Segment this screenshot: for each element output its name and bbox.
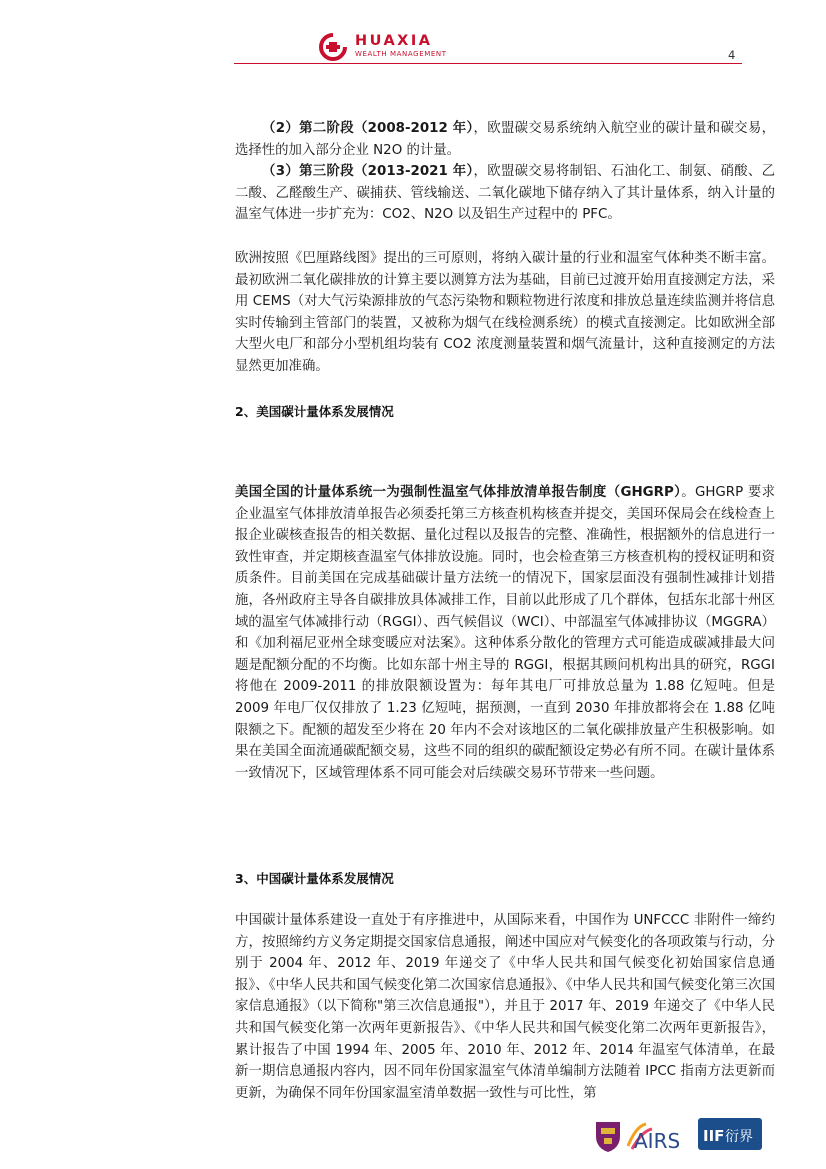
phase-2-text: ，欧盟碳交易系统纳入航空业的碳计量和碳交易，选择性的加入部分企业 N2O 的计量。 bbox=[235, 121, 776, 158]
cuhk-crest-icon bbox=[596, 1122, 620, 1152]
phase-3-text: ，欧盟碳交易将制铝、石油化工、制氨、硝酸、乙二酸、乙醛酸生产、碳捕获、管线输送、二氧化碳地下储存纳入了其计量体系，纳入计量的温室气体进一步扩充为：CO2、N2O 以及铝生产过程中的 PFC。 bbox=[235, 164, 776, 223]
paragraph-china: 中国碳计量体系建设一直处于有序推进中，从国际来看，中国作为 UNFCCC 非附件一缔约方，按照缔约方义务定期提交国家信息通报，阐述中国应对气候变化的各项政策与行动，分别于 2004 年、2012 年、2019 年递交了《中华人民共和国气候变化初始国家信息通报》、《中华人民共和国气候变化第二次国家信息通报》、《中华人民共和国气候变化第三次国家信息通报》（以下简称"第三次信息通报"），并且于 2017 年、2019 年递交了《中华人民共和国气候变化第一次两年更新报告》、《中华人民共和国气候变化第二次两年更新报告》，累计报告了中国 1994 年、2005 年、2010 年、2012 年、2014 年温室气体清单，在最新一期信息通报内容内，因不同年份国家温室气体清单编制方法随着 IPCC 指南方法更新而更新，为确保不同年份国家温室清单数据一致性与可比性，第 bbox=[235, 913, 775, 1101]
brand-subtitle: WEALTH MANAGEMENT bbox=[355, 50, 447, 58]
ghgrp-text: 。GHGRP 要求企业温室气体排放清单报告必须委托第三方核查机构核查并提交，美国环保局会在线检查上报企业碳核查报告的相关数据、量化过程以及报告的完整、准确性，根据额外的信息进行一致性审查，并定期核查温室气体排放设施。同时，也会检查第三方核查机构的授权证明和资质条件。目前美国在完成基础碳计量方法统一的情况下，国家层面没有强制性减排计划措施，各州政府主导各自碳排放具体减排工作，目前以此形成了几个群体，包括东北部十州区域的温室气体减排行动（RGGI）、西气候倡议（WCI）、中部温室气体减排协议（MGGRA）和《加利福尼亚州全球变暖应对法案》。这种体系分散化的管理方式可能造成碳减排最大问题是配额分配的不均衡。比如东部十州主导的 RGGI，根据其顾问机构出具的研究，RGGI 将他在 2009-2011 的排放限额设置为：每年其电厂可排放总量为 1.88 亿短吨。但是 2009 年电厂仅仅排放了 1.23 亿短吨，据预测，一直到 2030 年排放都将会在 1.88 亿吨限额之下。配额的超发至少将在 20 年内不会对该地区的二氧化碳排放量产生积极影响。如果在美国全面流通碳配额交易，这些不同的组织的碳配额设定势必有所不同。在碳计量体系一致情况下，区域管理体系不同可能会对后续碳交易环节带来一些问题。 bbox=[235, 485, 775, 781]
paragraph-phase-2 bbox=[235, 118, 775, 161]
page-number: 4 bbox=[728, 48, 736, 62]
phase-3-label: （3）第三阶段（2013-2021 年） bbox=[262, 164, 474, 179]
airs-logo-text: AIRS bbox=[634, 1129, 681, 1153]
partner-logos-icon bbox=[592, 1116, 772, 1156]
paragraph-us-ghgrp bbox=[235, 482, 775, 784]
paragraph-europe-method: 欧洲按照《巴厘路线图》提出的三可原则，将纳入碳计量的行业和温室气体种类不断丰富。最初欧洲二氧化碳排放的计算主要以测算方法为基础，目前已过渡开始用直接测定方法，采用 CEMS（对大气污染源排放的气态污染物和颗粒物进行浓度和排放总量连续监测并将信息实时传输到主管部门的装置，又被称为烟气在线检测系统）的模式直接测定。比如欧洲全部大型火电厂和部分小型机组均装有 CO2 浓度测量装置和烟气流量计，这种直接测定的方法显然更加准确。 bbox=[235, 251, 775, 374]
iif-logo-cn: 衍界 bbox=[725, 1129, 753, 1145]
paragraph-phase-3 bbox=[235, 161, 775, 226]
huaxia-logo bbox=[318, 30, 468, 62]
iif-logo-text: IIF bbox=[703, 1127, 725, 1145]
footer-logos bbox=[592, 1116, 772, 1156]
brand-name: HUAXIA bbox=[355, 33, 433, 49]
ghgrp-bold-lead: 美国全国的计量体系统一为强制性温室气体排放清单报告制度（GHGRP） bbox=[235, 485, 682, 500]
huaxia-logo-mark-icon bbox=[318, 32, 348, 62]
header-divider bbox=[234, 63, 742, 64]
section-heading-china: 3、中国碳计量体系发展情况 bbox=[235, 871, 394, 886]
phase-2-label: （2）第二阶段（2008-2012 年） bbox=[262, 121, 474, 136]
section-heading-us: 2、美国碳计量体系发展情况 bbox=[235, 404, 394, 419]
